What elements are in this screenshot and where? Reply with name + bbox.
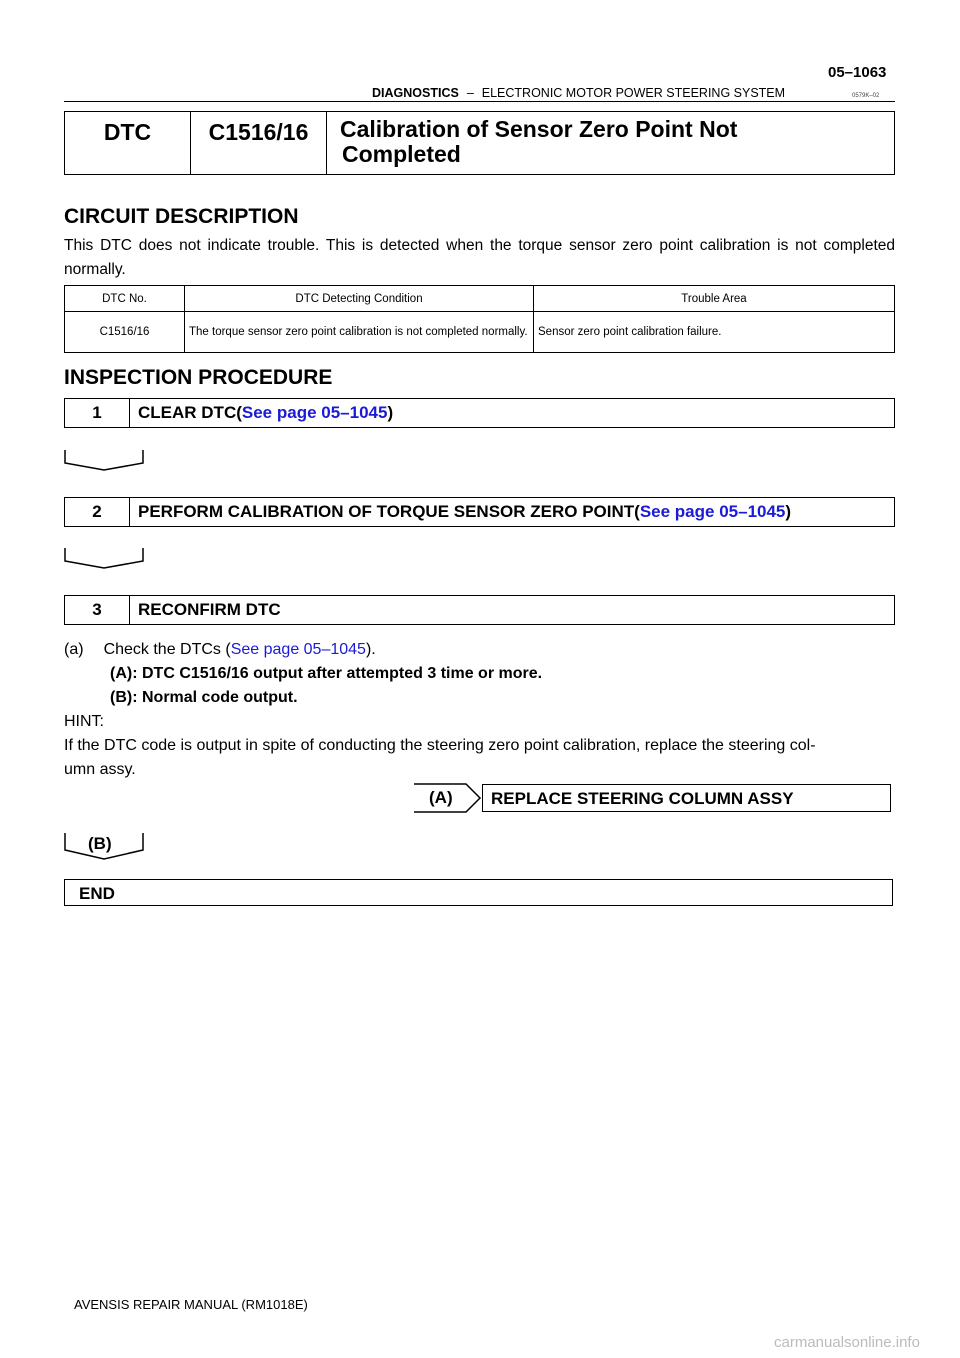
section-title: ELECTRONIC MOTOR POWER STEERING SYSTEM [481, 86, 786, 100]
dtc-title-line2: Completed [342, 141, 461, 167]
step-label: PERFORM CALIBRATION OF TORQUE SENSOR ZERO POINT( [138, 502, 640, 521]
circuit-text: This DTC does not indicate trouble. This is detected when the torque sensor zero point calibration is not completed normally. [64, 237, 895, 278]
dtc-table [64, 285, 895, 353]
step-2 [64, 497, 895, 527]
section-header [372, 86, 785, 100]
document-code: 0579K–02 [852, 93, 880, 99]
step-number: 1 [65, 399, 130, 427]
page-number: 05–1063 [828, 64, 887, 81]
result-b-text: (B): Normal code output. [110, 689, 298, 706]
dtc-title-line1: Calibration of Sensor Zero Point Not [340, 116, 738, 142]
table-cell-area: Sensor zero point calibration failure. [534, 312, 895, 353]
check-close: ). [365, 641, 376, 658]
table-header: DTC No. [65, 286, 185, 312]
see-page-link[interactable]: See page 05–1045 [241, 403, 388, 422]
branch-a [410, 783, 891, 813]
table-header: DTC Detecting Condition [185, 286, 534, 312]
step-3 [64, 595, 895, 625]
branch-a-action: REPLACE STEERING COLUMN ASSY [482, 784, 891, 812]
step-close: ) [785, 502, 792, 521]
table-header: Trouble Area [534, 286, 895, 312]
circuit-heading: CIRCUIT DESCRIPTION [64, 205, 299, 228]
dtc-label: DTC [65, 112, 191, 174]
inspection-heading: INSPECTION PROCEDURE [64, 366, 333, 389]
step-close: ) [387, 403, 394, 422]
flow-arrow [64, 449, 144, 471]
branch-a-arrow [410, 783, 482, 813]
dtc-title [327, 112, 894, 174]
step-label: CLEAR DTC( [138, 403, 242, 422]
check-instruction [64, 638, 376, 661]
step-number: 3 [65, 596, 130, 624]
watermark: carmanualsonline.info [774, 1334, 920, 1351]
see-page-link[interactable]: See page 05–1045 [639, 502, 786, 521]
step-text [130, 399, 393, 427]
table-header-row [65, 286, 895, 312]
section-category: DIAGNOSTICS [372, 86, 459, 100]
branch-a-label: (A) [429, 788, 453, 807]
table-row [65, 312, 895, 353]
footer-manual: AVENSIS REPAIR MANUAL (RM1018E) [74, 1297, 308, 1312]
table-cell-condition: The torque sensor zero point calibration is not completed normally. [185, 312, 534, 353]
header-rule [64, 101, 895, 102]
hint-line-1: If the DTC code is output in spite of conducting the steering zero point calibration, replace the steering col- [64, 737, 816, 754]
dtc-title-box [64, 111, 895, 175]
step-text: RECONFIRM DTC [138, 600, 281, 619]
see-page-link[interactable]: See page 05–1045 [230, 641, 366, 658]
step-number: 2 [65, 498, 130, 526]
branch-b-label: (B) [88, 834, 112, 853]
section-dash: – [466, 86, 474, 100]
step-1 [64, 398, 895, 428]
result-a-text: (A): DTC C1516/16 output after attempted 3 time or more. [110, 665, 543, 682]
end-box: END [64, 879, 893, 906]
table-cell-dtc: C1516/16 [65, 312, 185, 353]
dtc-code: C1516/16 [191, 112, 327, 174]
check-text: Check the DTCs ( [103, 641, 231, 658]
hint-line-2: umn assy. [64, 761, 136, 778]
step-text [130, 498, 791, 526]
flow-arrow [64, 547, 144, 569]
hint-label: HINT: [64, 713, 104, 730]
branch-b-arrow [64, 832, 144, 860]
check-prefix: (a) [64, 641, 84, 658]
